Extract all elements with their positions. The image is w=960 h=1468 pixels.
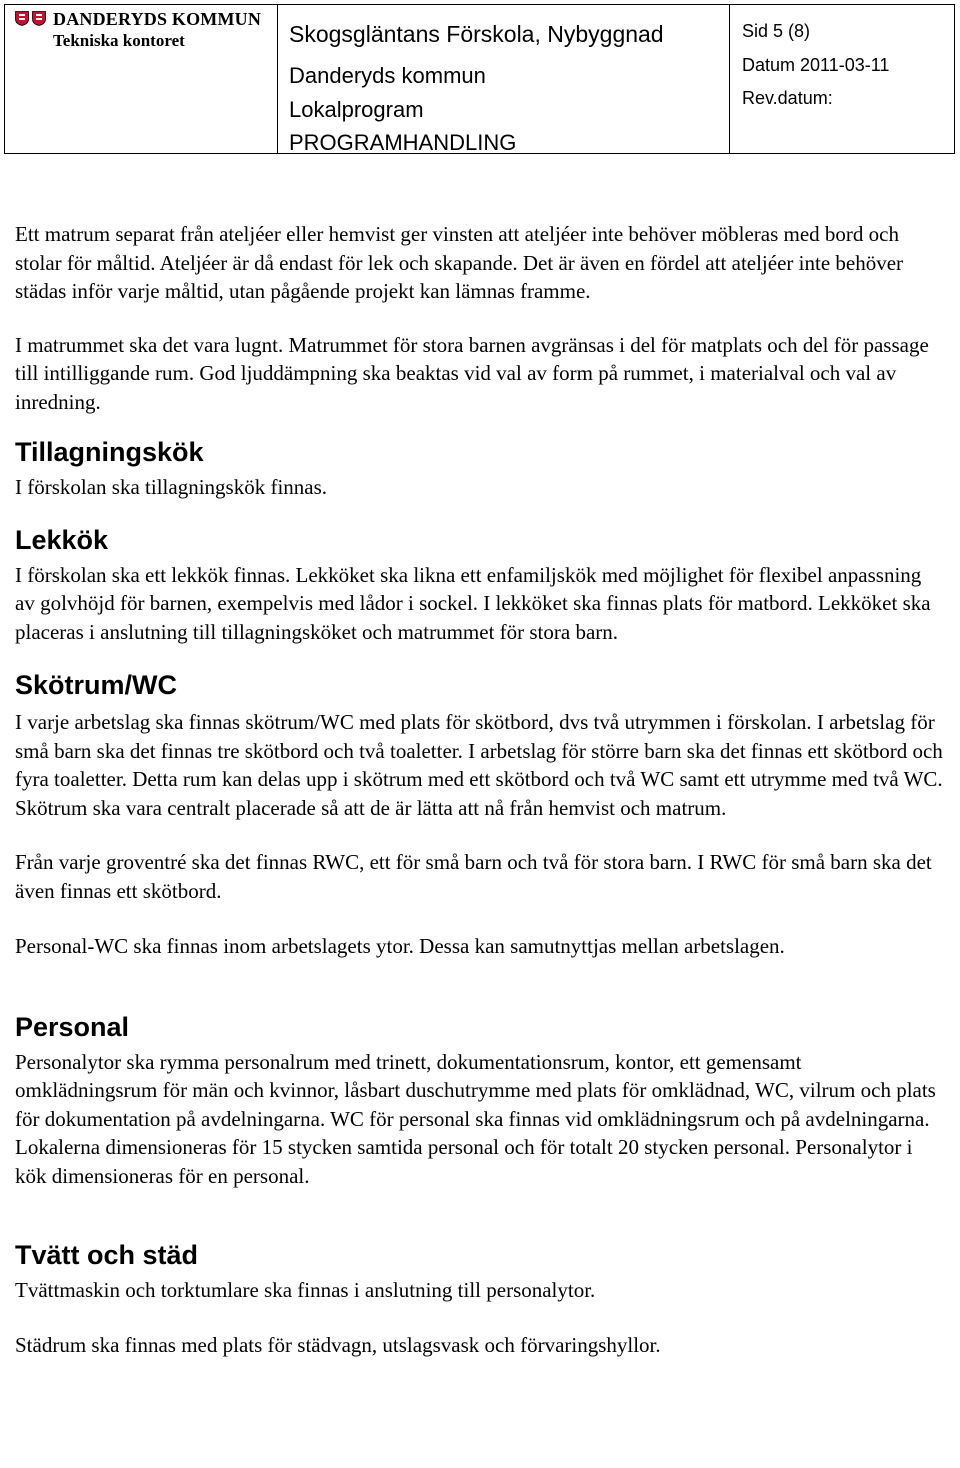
revision-date-label: Rev.datum: xyxy=(742,88,833,108)
crest-icon xyxy=(32,11,46,26)
paragraph: Från varje groventré ska det finnas RWC, ett för små barn och två för stora barn. I RWC för små barn ska det även finnas ett skötbord. xyxy=(15,850,932,903)
paragraph: I varje arbetslag ska finnas skötrum/WC med plats för skötbord, dvs två utrymmen i förskolan. I arbetslag för små barn ska det finnas tre skötbord och två toaletter. I arbetslag för större barn ska det finnas ett skötbord och fyra toaletter. Detta rum kan delas upp i skötrum med ett skötbord och två WC samt ett utrymme med två WC. Skötrum ska vara centralt placerade så att de är lätta att nå från hemvist och matrum. xyxy=(15,710,943,820)
municipality-name: Danderyds kommun xyxy=(289,63,486,88)
document-section: PROGRAMHANDLING xyxy=(289,130,517,155)
paragraph: I matrummet ska det vara lugnt. Matrummet för stora barnen avgränsas i del för matplats och del för passage till intilliggande rum. God ljuddämpning ska beaktas vid val av form på rummet, i materialval och val av inredning. xyxy=(15,332,929,414)
crest-icon xyxy=(15,11,29,26)
paragraph: Personal-WC ska finnas inom arbetslagets ytor. Dessa kan samutnyttjas mellan arbetslagen. xyxy=(15,934,785,958)
page-header xyxy=(4,4,955,154)
paragraph: Tvättmaskin och torktumlare ska finnas i anslutning till personalytor. xyxy=(15,1278,596,1302)
header-logo-cell xyxy=(5,5,278,153)
document-type: Lokalprogram xyxy=(289,97,424,122)
page-number: Sid 5 (8) xyxy=(742,21,811,41)
paragraph: Ett matrum separat från ateljéer eller hemvist ger vinsten att ateljéer inte behöver möbleras med bord och stolar för måltid. Ateljéer är då endast för lek och skapande. Det är även en fördel att ateljéer inte behöver städas inför varje måltid, utan pågående projekt kan lämnas framme. xyxy=(15,222,904,303)
section-heading: Tillagningskök xyxy=(15,437,204,467)
section-heading: Skötrum/WC xyxy=(15,670,177,700)
paragraph: I förskolan ska tillagningskök finnas. xyxy=(15,475,328,499)
document-title: Skogsgläntans Förskola, Nybyggnad xyxy=(289,21,664,47)
paragraph: Personalytor ska rymma personalrum med trinett, dokumentationsrum, kontor, ett gemensamt omklädningsrum för män och kvinnor, låsbart duschutrymme med plats för omklädnad, WC, vilrum och plats för dokumentation på avdelningarna. WC för personal ska finnas vid omklädningsrum och på avdelningarna. Lokalerna dimensioneras för 15 stycken samtida personal och för totalt 20 stycken personal. Personalytor i kök dimensioneras för en personal. xyxy=(15,1049,936,1188)
paragraph: Städrum ska finnas med plats för städvagn, utslagsvask och förvaringshyllor. xyxy=(15,1332,661,1357)
document-date: Datum 2011-03-11 xyxy=(742,55,890,75)
department-name: Tekniska kontoret xyxy=(53,31,185,50)
section-heading: Lekkök xyxy=(15,524,109,555)
section-heading: Tvätt och städ xyxy=(15,1240,199,1270)
paragraph: I förskolan ska ett lekkök finnas. Lekköket ska likna ett enfamiljskök med möjlighet för flexibel anpassning av golvhöjd för barnen, exempelvis med lådor i sockel. I lekköket ska finnas plats för matbord. Lekköket ska placeras i anslutning till tillagningsköket och matrummet för stora barn. xyxy=(15,562,931,644)
header-meta-cell xyxy=(730,5,954,153)
section-heading: Personal xyxy=(15,1011,130,1042)
document-body xyxy=(15,220,945,1359)
header-title-cell xyxy=(278,5,730,153)
organization-name: DANDERYDS KOMMUN xyxy=(53,9,262,29)
